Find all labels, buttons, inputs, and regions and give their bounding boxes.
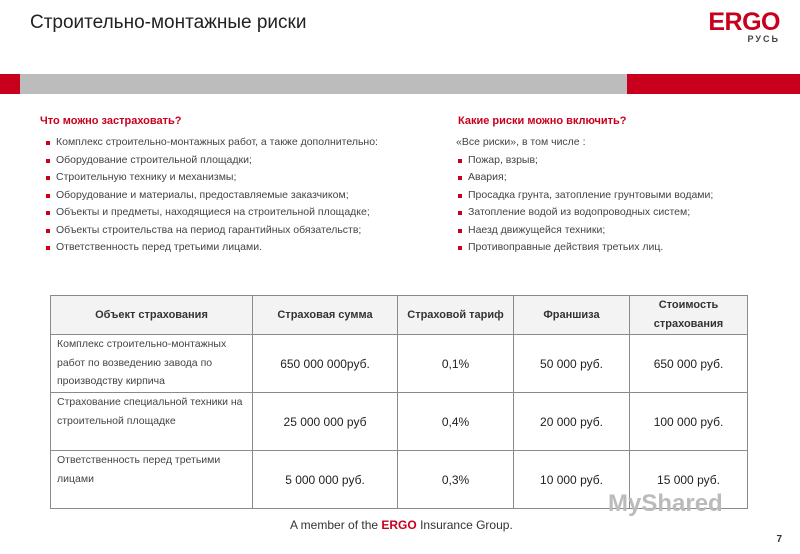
table-cell-object: Страхование специальной техники на строительной площадке <box>51 393 253 451</box>
table-header-cell: Объект страхования <box>51 296 253 335</box>
table-header-cell: Стоимость страхования <box>630 296 748 335</box>
list-item: Затопление водой из водопроводных систем; <box>456 204 713 222</box>
table-cell-object: Комплекс строительно-монтажных работ по возведению завода по производству кирпича <box>51 335 253 393</box>
watermark: MyShared <box>608 490 723 517</box>
table-cell: 0,1% <box>398 335 514 393</box>
list-item: Объекты строительства на период гарантийных обязательств; <box>44 222 378 240</box>
footer <box>290 518 513 532</box>
table-cell: 5 000 000 руб. <box>253 451 398 509</box>
list-item: Оборудование и материалы, предоставляемые заказчиком; <box>44 187 378 205</box>
list-item: Наезд движущейся техники; <box>456 222 713 240</box>
band-red-left <box>0 74 20 94</box>
left-column-list <box>44 134 378 257</box>
right-column-heading: Какие риски можно включить? <box>458 115 627 127</box>
footer-brand: ERGO <box>381 518 417 532</box>
list-item: Строительную технику и механизмы; <box>44 169 378 187</box>
band-gray <box>20 74 627 94</box>
list-item: Противоправные действия третьих лиц. <box>456 239 713 257</box>
list-item: Комплекс строительно-монтажных работ, а также дополнительно: <box>44 134 378 152</box>
table-header-row <box>51 296 748 335</box>
table-cell: 20 000 руб. <box>514 393 630 451</box>
table-cell: 50 000 руб. <box>514 335 630 393</box>
insurance-table <box>50 295 748 509</box>
right-column-list <box>456 134 713 257</box>
table-row <box>51 335 748 393</box>
table-row <box>51 393 748 451</box>
list-intro: «Все риски», в том числе : <box>456 136 586 148</box>
ergo-logo <box>708 8 780 44</box>
logo-sub-text: РУСЬ <box>747 34 780 44</box>
footer-prefix: A member of the <box>290 518 382 532</box>
table-cell: 15 000 руб. <box>630 451 748 509</box>
table-cell: 0,4% <box>398 393 514 451</box>
band-red-right <box>627 74 800 94</box>
table-cell: 0,3% <box>398 451 514 509</box>
table-header-cell: Франшиза <box>514 296 630 335</box>
table-header-cell: Страховая сумма <box>253 296 398 335</box>
list-item: Оборудование строительной площадки; <box>44 152 378 170</box>
list-item: Авария; <box>456 169 713 187</box>
list-item: Ответственность перед третьими лицами. <box>44 239 378 257</box>
table-cell: 25 000 000 руб <box>253 393 398 451</box>
list-item: Объекты и предметы, находящиеся на строительной площадке; <box>44 204 378 222</box>
list-item: Пожар, взрыв; <box>456 152 713 170</box>
left-column-heading: Что можно застраховать? <box>40 115 182 127</box>
header-band <box>0 74 800 94</box>
table-cell-object: Ответственность перед третьими лицами <box>51 451 253 509</box>
table-header-cell: Страховой тариф <box>398 296 514 335</box>
page-number: 7 <box>776 534 782 545</box>
list-item: Просадка грунта, затопление грунтовыми водами; <box>456 187 713 205</box>
table-cell: 10 000 руб. <box>514 451 630 509</box>
logo-main-text: ERGO <box>708 8 780 36</box>
table-cell: 650 000 руб. <box>630 335 748 393</box>
table-cell: 100 000 руб. <box>630 393 748 451</box>
footer-suffix: Insurance Group. <box>416 518 513 532</box>
table-cell: 650 000 000руб. <box>253 335 398 393</box>
page-title: Строительно-монтажные риски <box>30 12 307 33</box>
